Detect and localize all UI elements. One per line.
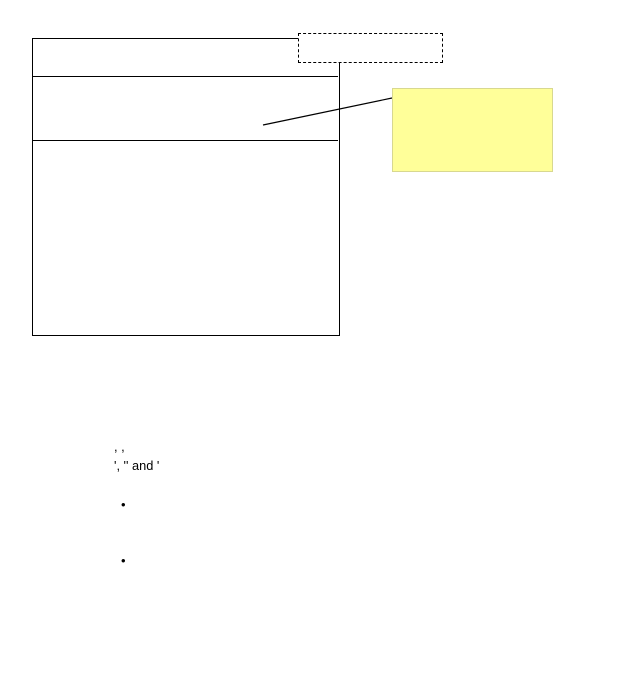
bullet-dot: • [121, 497, 126, 512]
part-b-text [114, 438, 619, 475]
bullet-dot: • [121, 553, 126, 568]
note-box [392, 88, 553, 172]
note-connector-line [263, 98, 392, 125]
part-b-line: ', '' and ' [114, 457, 160, 473]
part-b-line: , , [114, 439, 125, 454]
code-snippet [112, 611, 127, 691]
